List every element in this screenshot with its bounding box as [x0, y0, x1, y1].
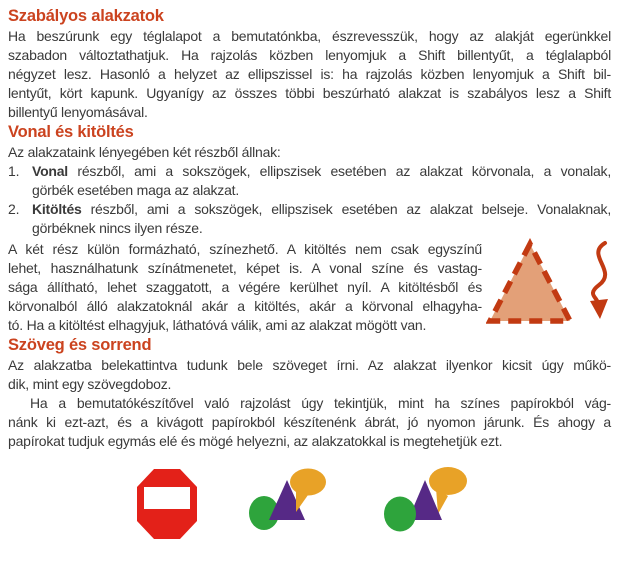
bold-term: Vonal [32, 163, 68, 179]
speech-bubble [290, 469, 326, 496]
list-intro: Az alakzataink lényegében két részből állnak: [8, 144, 281, 160]
paragraph [8, 27, 611, 122]
text-line: lentyűt, kört kapunk. Ugyanígy az összes többi beszúrható alakzat is szabályos lesz a Shift [8, 85, 611, 101]
squiggle-arrow-icon [593, 243, 605, 304]
bold-term: Kitöltés [32, 201, 82, 217]
list-marker: 2. [8, 201, 20, 217]
text-line: szabadon változtathatjuk. Ha rajzolás közben lenyomjuk a Shift billentyűt, a téglalapból [8, 47, 611, 63]
section-heading: Szabályos alakzatok [8, 7, 164, 25]
paragraph [8, 356, 611, 394]
text-line: Ha a bemutatókészítővel való rajzolást úgy tekintjük, mint ha színes papírokból vág- [30, 395, 611, 411]
figures-row [137, 462, 611, 548]
section-heading: Vonal és kitöltés [8, 123, 134, 141]
white-bar [144, 487, 190, 509]
shape-group-illustration [244, 464, 330, 544]
list-marker: 1. [8, 163, 20, 179]
text-line: Ha beszúrunk egy téglalapot a bemutatónkba, észrevesszük, hogy az alakját egerünkkel [8, 28, 611, 44]
shape-group-illustration [380, 462, 472, 548]
triangle-illustration [486, 236, 619, 332]
section-regular-shapes [8, 6, 611, 122]
text-line: Az alakzatba belekattintva tudunk bele szöveget írni. Az alakzat ilyenkor kicsit úgy műkö- [8, 357, 611, 373]
section-line-and-fill [8, 122, 611, 335]
section-heading: Szöveg és sorrend [8, 336, 152, 354]
green-circle [384, 497, 416, 532]
text-line: sága állítható, lehet szaggatott, a végére kerülhet nyíl. A kitöltésből és [8, 279, 482, 295]
section-text-and-order [8, 335, 611, 451]
text-line: görbék esetében maga az alakzat. [32, 182, 239, 198]
dashed-triangle [490, 244, 570, 321]
text-line [32, 200, 611, 219]
text-line [32, 162, 611, 181]
speech-bubble [429, 467, 467, 495]
text-line: papírokat tudjuk egymás elé és mögé helyezni, az alakzatokkal is megtehetjük ezt. [8, 433, 503, 449]
text-line: nánk ki ezt-azt, és a kivágott papírokból készítenénk ábrát, jó nyomon járunk. És ahogy a [8, 414, 611, 430]
text-line: lehet, használhatunk színátmenetet, képet is. A vonal színe és vastag- [8, 260, 482, 276]
stop-sign-illustration [137, 469, 197, 539]
list-item-text: részből, ami a sokszögek, ellipszisek esetében az alakzat körvonala, a vonalak, [67, 163, 611, 179]
arrowhead-icon [590, 299, 608, 319]
text-line: billentyű lenyomásával. [8, 104, 148, 120]
list-item-text: részből, ami a sokszögek, ellipszisek esetében az alakzat belseje. Vonalaknak, [81, 201, 611, 217]
list-item [8, 162, 611, 200]
list-item [8, 200, 611, 238]
text-line: tó. Ha a kitöltést elhagyjuk, láthatóvá válik, ami az alakzat mögött van. [8, 317, 427, 333]
text-line: körvonalból álló alakzatoknál akár a kitöltés, akár a körvonal elhagyha- [8, 298, 482, 314]
text-line: görbéknek nincs ilyen része. [32, 220, 203, 236]
text-line: A két rész külön formázható, színezhető. A kitöltés nem csak egyszínű [8, 241, 482, 257]
paragraph [8, 240, 482, 335]
text-line: négyzet lesz. Hasonló a helyzet az ellipszissel is: ha rajzolás közben lenyomjuk a Shift bil- [8, 66, 611, 82]
paragraph [8, 394, 611, 451]
text-line: dik, mint egy szövegdoboz. [8, 376, 172, 392]
paragraph-with-figure [8, 240, 611, 335]
